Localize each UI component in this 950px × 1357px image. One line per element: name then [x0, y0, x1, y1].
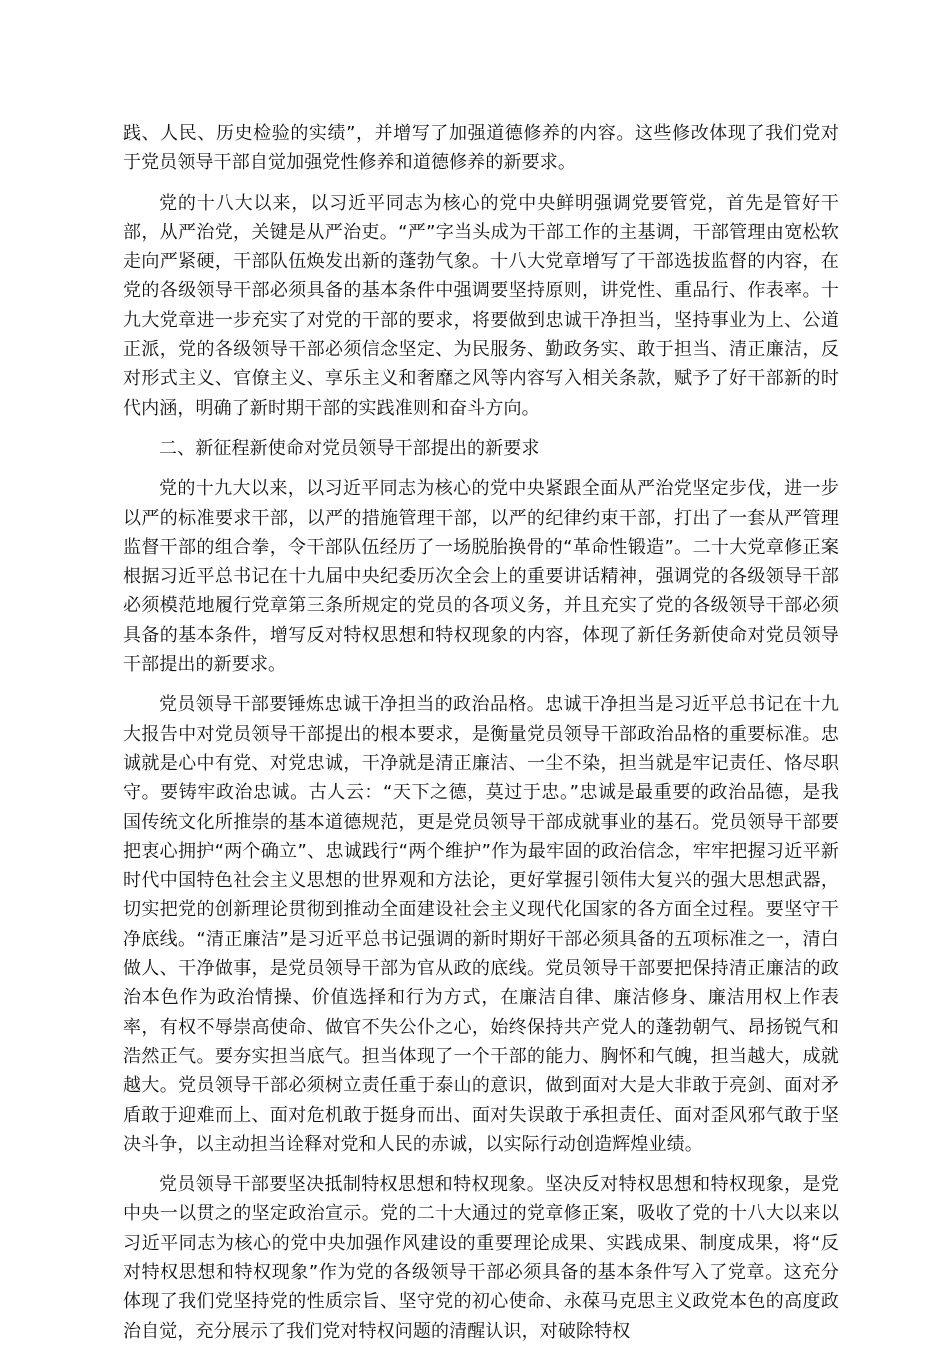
- paragraph-continuation: 践、人民、历史检验的实绩”，并增写了加强道德修养的内容。这些修改体现了我们党对于党员领导干部自觉加强党性修养和道德修养的新要求。: [123, 123, 839, 174]
- paragraph-eighteenth-congress: 党的十八大以来，以习近平同志为核心的党中央鲜明强调党要管党，首先是管好干部，从严治党，关键是从严治吏。“严”字当头成为干部工作的主基调，干部管理由宽松软走向严紧硬，干部队伍焕发出新的蓬勃气象。十八大党章增写了干部选拔监督的内容，在党的各级领导干部必须具备的基本条件中强调要坚持原则，讲党性、重品行、作表率。十九大党章进一步充实了对党的干部的要求，将要做到忠诚干净担当，坚持事业为上、公道正派，党的各级领导干部必须信念坚定、为民服务、勤政务实、敢于担当、清正廉洁，反对形式主义、官僚主义、享乐主义和奢靡之风等内容写入相关条款，赋予了好干部新的时代内涵，明确了新时期干部的实践准则和奋斗方向。: [123, 192, 839, 419]
- section-heading-2: 二、新征程新使命对党员领导干部提出的新要求: [159, 437, 540, 459]
- paragraph-nineteenth-congress: 党的十九大以来，以习近平同志为核心的党中央紧跟全面从严治党坚定步伐，进一步以严的标准要求干部，以严的措施管理干部，以严的纪律约束干部，打出了一套从严管理监督干部的组合拳，令干部队伍经历了一场脱胎换骨的“革命性锻造”。二十大党章修正案根据习近平总书记在十九届中央纪委历次全会上的重要讲话精神，强调党的各级领导干部必须模范地履行党章第三条所规定的党员的各项义务，并且充实了党的各级领导干部必须具备的基本条件，增写反对特权思想和特权现象的内容，体现了新任务新使命对党员领导干部提出的新要求。: [123, 478, 839, 676]
- paragraph-political-character: 党员领导干部要锤炼忠诚干净担当的政治品格。忠诚干净担当是习近平总书记在十九大报告中对党员领导干部提出的根本要求，是衡量党员领导干部政治品格的重要标准。忠诚就是心中有党、对党忠诚，干净就是清正廉洁、一尘不染，担当就是牢记责任、恪尽职守。要铸牢政治忠诚。古人云：“天下之德，莫过于忠。”忠诚是最重要的政治品德，是我国传统文化所推崇的基本道德规范，更是党员领导干部成就事业的基石。党员领导干部要把衷心拥护“两个确立”、忠诚践行“两个维护”作为最牢固的政治信念，牢牢把握习近平新时代中国特色社会主义思想的世界观和方法论，更好掌握引领伟大复兴的强大思想武器，切实把党的创新理论贯彻到推动全面建设社会主义现代化国家的各方面全过程。要坚守干净底线。“清正廉洁”是习近平总书记强调的新时期好干部必须具备的五项标准之一，清白做人、干净做事，是党员领导干部为官从政的底线。党员领导干部要把保持清正廉洁的政治本色作为政治情操、价值选择和行为方式，在廉洁自律、廉洁修身、廉洁用权上作表率，有权不辱崇高使命、做官不失公仆之心，始终保持共产党人的蓬勃朝气、昂扬锐气和浩然正气。要夯实担当底气。担当体现了一个干部的能力、胸怀和气魄，担当越大，成就越大。党员领导干部必须树立责任重于泰山的意识，做到面对大是大非敢于亮剑、面对矛盾敢于迎难而上、面对危机敢于挺身而出、面对失误敢于承担责任、面对歪风邪气敢于坚决斗争，以主动担当诠释对党和人民的赤诚，以实际行动创造辉煌业绩。: [123, 694, 839, 1155]
- paragraph-privilege: 党员领导干部要坚决抵制特权思想和特权现象。坚决反对特权思想和特权现象，是党中央一以贯之的坚定政治宣示。党的二十大通过的党章修正案，吸收了党的十八大以来以习近平同志为核心的党中央加强作风建设的重要理论成果、实践成果、制度成果，将“反对特权思想和特权现象”作为党的各级领导干部必须具备的基本条件写入了党章。这充分体现了我们党坚持党的性质宗旨、坚守党的初心使命、永葆马克思主义政党本色的高度政治自觉，充分展示了我们党对特权问题的清醒认识，对破除特权: [123, 1174, 839, 1342]
- document-page: [123, 119, 839, 1357]
